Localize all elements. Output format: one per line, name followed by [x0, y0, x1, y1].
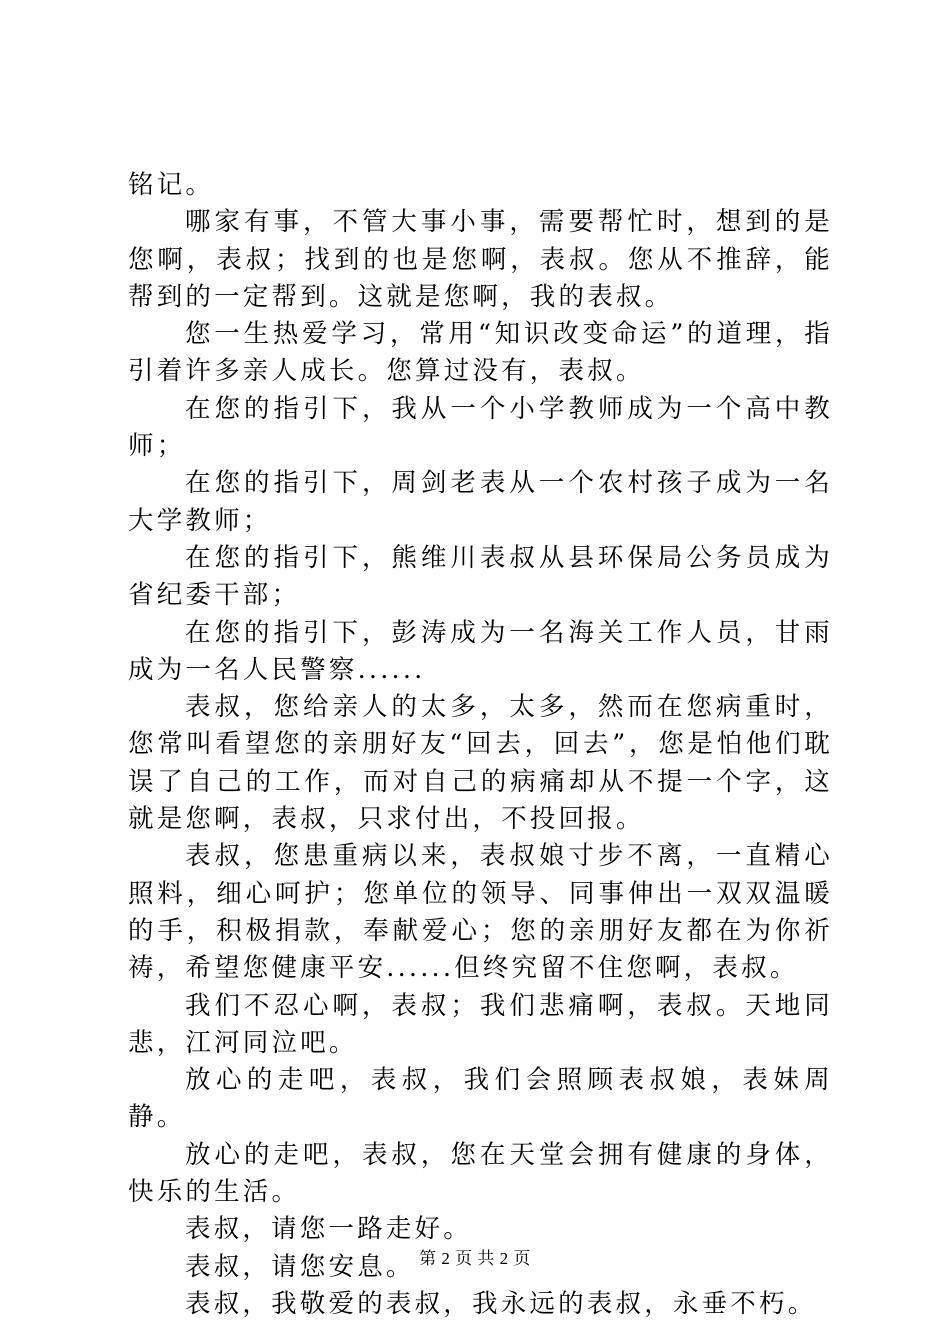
paragraph: 表叔，请您安息。 — [185, 1251, 415, 1282]
paragraph: 放心的走吧，表叔，我们会照顾表叔娘，表妹周静。 — [128, 1065, 833, 1133]
paragraph: 表叔，请您一路走好。 — [185, 1214, 473, 1245]
paragraph: 在您的指引下，熊维川表叔从县环保局公务员成为省纪委干部； — [128, 542, 833, 611]
paragraph: 哪家有事，不管大事小事，需要帮忙时，想到的是您啊，表叔；找到的也是您啊，表叔。您从不推辞，能帮到的一定帮到。这就是您啊，我的表叔。 — [128, 207, 833, 312]
paragraph: 我们不忍心啊，表叔；我们悲痛啊，表叔。天地同悲，江河同泣吧。 — [128, 990, 833, 1058]
paragraph: 在您的指引下，彭涛成为一名海关工作人员，甘雨成为一名人民警察...... — [128, 617, 833, 685]
paragraph: 表叔，您患重病以来，表叔娘寸步不离，一直精心照料，细心呵护；您单位的领导、同事伸出一双双温暖的手，积极捐款，奉献爱心；您的亲朋好友都在为你祈祷，希望您健康平安......但终究留不住您啊，表叔。 — [128, 841, 833, 984]
paragraph: 放心的走吧，表叔，您在天堂会拥有健康的身体，快乐的生活。 — [128, 1139, 833, 1208]
paragraph: 在您的指引下，周剑老表从一个农村孩子成为一名大学教师； — [128, 468, 833, 536]
paragraph: 表叔，您给亲人的太多，太多，然而在您病重时，您常叫看望您的亲朋好友“回去，回去”，您是怕他们耽误了自己的工作，而对自己的病痛却从不提一个字，这就是您啊，表叔，只求付出，不投回报。 — [128, 692, 833, 835]
paragraph-continuation: 铭记。 — [128, 170, 215, 200]
document-body — [128, 167, 833, 1323]
paragraph: 您一生热爱学习，常用“知识改变命运”的道理，指引着许多亲人成长。您算过没有，表叔。 — [128, 319, 833, 387]
paragraph: 表叔，我敬爱的表叔，我永远的表叔，永垂不朽。 — [185, 1288, 817, 1319]
page-footer: 第 2 页 共 2 页 — [419, 1249, 531, 1268]
paragraph: 在您的指引下，我从一个小学教师成为一个高中教师； — [128, 393, 833, 462]
